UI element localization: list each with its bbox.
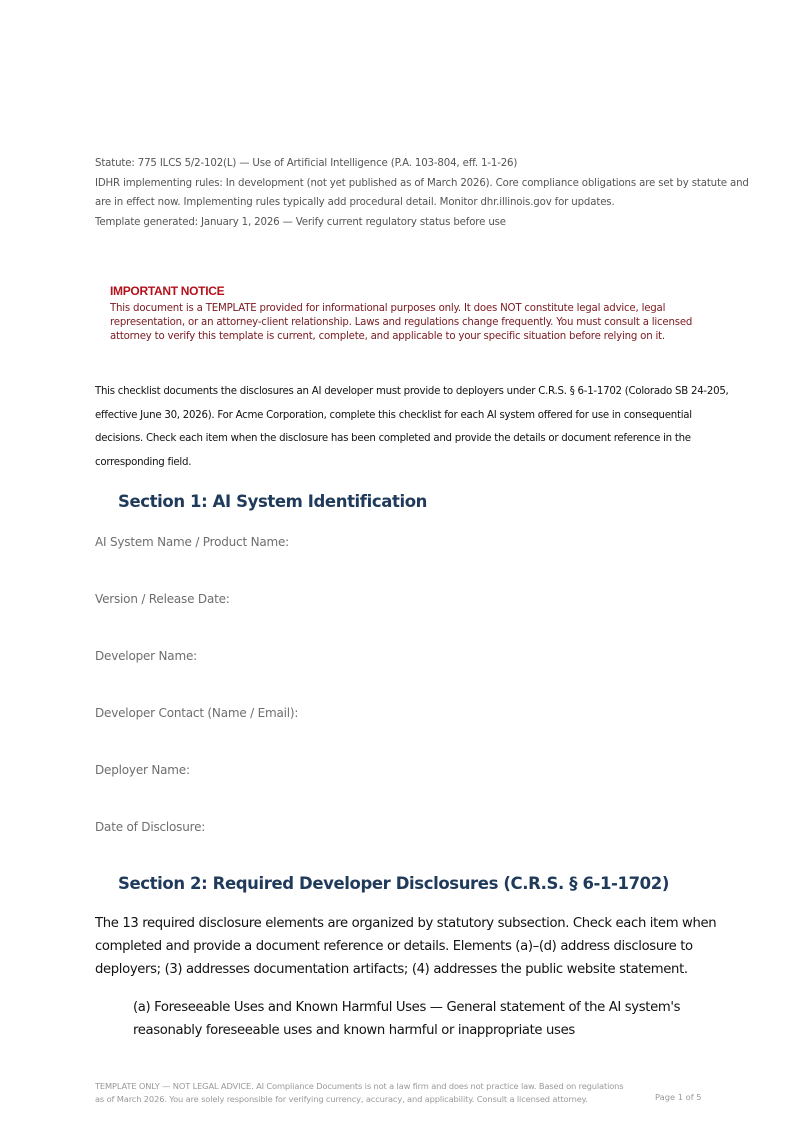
field-label-date-of-disclosure: Date of Disclosure: [95, 820, 206, 834]
section-2-intro: The 13 required disclosure elements are organized by statutory subsection. Check each item when completed and provide a document reference or details. Elements (a)–(d) address disclosure to deployers; (3) addresses documentation artifacts; (4) addresses the public website statement. [95, 916, 717, 977]
intro-paragraph: This checklist documents the disclosures an AI developer must provide to deployers under C.R.S. § 6-1-1702 (Colorado SB 24-205, effective June 30, 2026). For Acme Corporation, complete this checklist for each AI system offered for use in consequential decisions. Check each item when the disclosure has been completed and provide the details or document reference in the corresponding field. [95, 386, 729, 468]
footer-disclaimer: TEMPLATE ONLY — NOT LEGAL ADVICE. AI Compliance Documents is not a law firm and does not practice law. Based on regulations as of March 2026. You are solely responsible for verifying currency, accuracy, and applicability. Consult a licensed attorney. [95, 1081, 624, 1104]
notice-body: This document is a TEMPLATE provided for informational purposes only. It does NOT constitute legal advice, legal representation, or an attorney-client relationship. Laws and regulations change frequently. You must consult a licensed attorney to verify this template is current, complete, and applicable to your specific situation before relying on it. [110, 303, 693, 342]
section-2-heading: Section 2: Required Developer Disclosures (C.R.S. § 6-1-1702) [118, 874, 669, 893]
field-label-deployer-name: Deployer Name: [95, 763, 190, 777]
disclosure-item-a: (a) Foreseeable Uses and Known Harmful Uses — General statement of the AI system's reasonably foreseeable uses and known harmful or inappropriate uses [133, 1000, 681, 1038]
generated-line: Template generated: January 1, 2026 — Verify current regulatory status before use [95, 216, 506, 228]
field-label-ai-system-name: AI System Name / Product Name: [95, 535, 290, 549]
page-number: Page 1 of 5 [655, 1092, 702, 1102]
field-label-developer-name: Developer Name: [95, 649, 197, 663]
statute-line: Statute: 775 ILCS 5/2-102(L) — Use of Artificial Intelligence (P.A. 103-804, eff. 1-1-26) [95, 158, 518, 169]
rules-line-2: are in effect now. Implementing rules typically add procedural detail. Monitor dhr.illinois.gov for updates. [95, 197, 615, 208]
field-label-version: Version / Release Date: [95, 592, 230, 606]
notice-title: IMPORTANT NOTICE [110, 284, 225, 298]
section-1-heading: Section 1: AI System Identification [118, 492, 427, 511]
important-notice [110, 284, 710, 344]
regulatory-header [95, 154, 749, 232]
rules-line-1: IDHR implementing rules: In development (not yet published as of March 2026). Core compliance obligations are set by statute and [95, 177, 749, 189]
field-label-developer-contact: Developer Contact (Name / Email): [95, 706, 299, 720]
